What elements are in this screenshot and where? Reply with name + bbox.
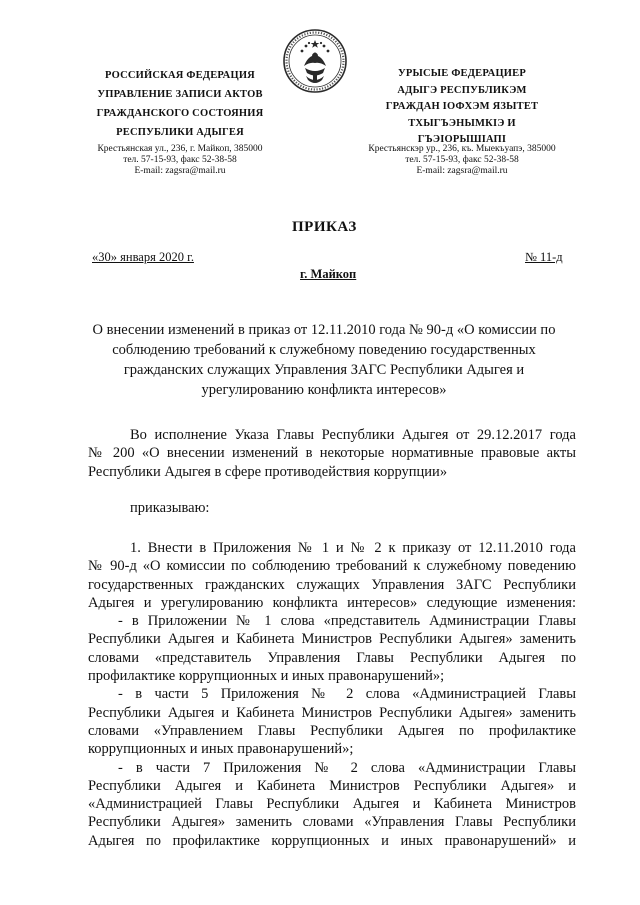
header-left-line: РЕСПУБЛИКИ АДЫГЕЯ: [116, 127, 244, 138]
header-right-line: УРЫСЫЕ ФЕДЕРАЦИЕР: [397, 68, 526, 79]
item-line: словами «представитель Управления Главы Республики Адыгея по: [88, 649, 576, 666]
header-left-org: [80, 66, 280, 142]
header-left-address: Крестьянская ул., 236, г. Майкоп, 385000: [97, 144, 263, 154]
header-left-line: ГРАЖДАНСКОГО СОСТОЯНИЯ: [96, 108, 264, 119]
header-left-line: РОССИЙСКАЯ ФЕДЕРАЦИЯ: [105, 70, 255, 81]
header-right-line: ГРАЖДАН ІОФХЭМ ЯЗЫТЕТ: [385, 101, 539, 112]
subject-line: гражданских служащих Управления ЗАГС Республики Адыгея и: [123, 362, 525, 378]
subject-line: соблюдению требований к служебному поведению государственных: [112, 342, 536, 358]
header-right-line: ТХЫГЪЭНЫМКІЭ И: [408, 117, 516, 129]
coat-of-arms-icon: [282, 28, 348, 94]
item-line: Республики Адыгея и Кабинета Министров Республики Адыгея» заменить: [88, 631, 576, 648]
item-line: словами «Управлением Главы Республики Адыгея по профилактике: [88, 722, 576, 739]
header-left-contact: [80, 144, 280, 177]
preamble-line: Республики Адыгея в сфере противодействия коррупции»: [88, 463, 448, 480]
item-line: профилактике коррупционных и иных правонарушений»;: [88, 668, 445, 685]
subject-line: О внесении изменений в приказ от 12.11.2010 года № 90-д «О комиссии по: [92, 322, 556, 338]
header-right-org: [357, 66, 567, 149]
order-word: приказываю:: [130, 500, 210, 516]
header-right-line: ГЪЭІОРЫШІАПІ: [417, 134, 507, 145]
document-title: ПРИКАЗ: [292, 219, 357, 235]
item-line: - в части 5 Приложения № 2 слова «Администрацией Главы: [118, 686, 576, 703]
item-line: Республики Адыгея и Кабинета Министров Республики Адыгея» заменить: [88, 704, 576, 721]
document-city: г. Майкоп: [300, 267, 357, 281]
item-line: 1. Внести в Приложения № 1 и № 2 к приказу от 12.11.2010 года: [130, 540, 576, 556]
item-line: государственных гражданских служащих Управления ЗАГС Республики: [88, 576, 576, 593]
item-line: Республики Адыгея и Кабинета Министров Республики Адыгея» и: [88, 777, 576, 794]
header-right-email: E-mail: zagsra@mail.ru: [416, 166, 508, 176]
item-line: Адыгея по профилактике коррупционных и иных правонарушений» и: [88, 832, 576, 849]
item-line: коррупционных и иных правонарушений»;: [88, 741, 354, 758]
item-1-paragraph: [88, 539, 576, 850]
item-line: «Администрацией Главы Республики Адыгея и Кабинета Министров: [88, 796, 576, 813]
preamble-line: Во исполнение Указа Главы Республики Адыгея от 29.12.2017 года: [130, 427, 576, 443]
header-right-line: АДЫГЭ РЕСПУБЛИКЭМ: [397, 84, 527, 96]
header-right-phone: тел. 57-15-93, факс 52-38-58: [405, 155, 519, 165]
header-left-phone: тел. 57-15-93, факс 52-38-58: [123, 155, 237, 165]
header-left-email: E-mail: zagsra@mail.ru: [134, 166, 226, 176]
item-line: - в части 7 Приложения № 2 слова «Администрации Главы: [118, 759, 576, 776]
document-date: «30» января 2020 г.: [92, 250, 194, 264]
header-left-line: УПРАВЛЕНИЕ ЗАПИСИ АКТОВ: [97, 89, 263, 100]
subject-line: урегулированию конфликта интересов»: [201, 382, 447, 398]
item-line: № 90-д «О комиссии по соблюдению требований к служебному поведению: [88, 558, 576, 575]
preamble-line: № 200 «О внесении изменений в некоторые нормативные правовые акты: [88, 445, 576, 462]
item-line: - в Приложении № 1 слова «представитель Администрации Главы: [118, 613, 576, 630]
item-line: Республики Адыгея» заменить словами «Управления Главы Республики: [88, 814, 576, 831]
preamble-paragraph: [88, 426, 576, 481]
item-line: Адыгея и урегулированию конфликта интересов» следующие изменения:: [88, 594, 576, 611]
document-number: № 11-д: [525, 250, 563, 264]
document-subject: [70, 320, 578, 400]
header-right-contact: [357, 144, 567, 177]
header-right-address: Крестьянскэр ур., 236, къ. Мыекъуапэ, 385000: [368, 144, 556, 154]
